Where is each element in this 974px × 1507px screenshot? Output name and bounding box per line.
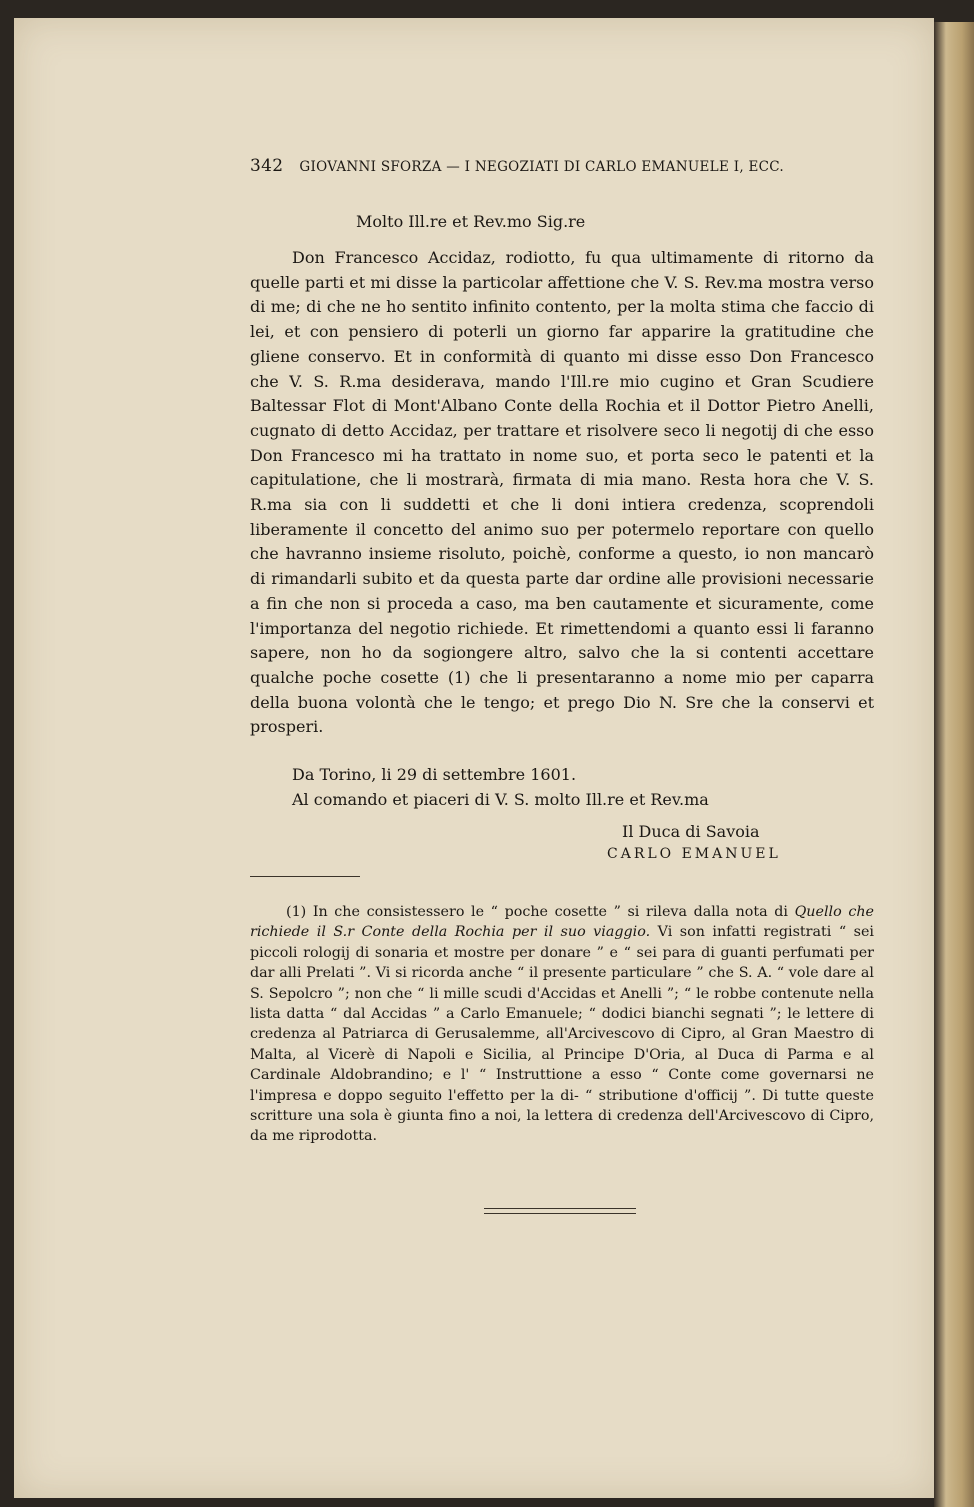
running-header bbox=[250, 156, 870, 176]
footnote-italic-title: Quello che richiede il S.r Conte della Rochia per il suo viaggio. bbox=[250, 904, 874, 941]
footnote-rule bbox=[250, 876, 360, 877]
footnote bbox=[250, 902, 874, 1147]
signature-title: Il Duca di Savoia bbox=[622, 822, 760, 841]
letter-closing: Al comando et piaceri di V. S. molto Ill.re et Rev.ma bbox=[292, 790, 709, 809]
letter-body: Don Francesco Accidaz, rodiotto, fu qua ultimamente di ritorno da quelle parti et mi disse la particolar affettione che V. S. Rev.ma mostra verso di me; di che ne ho sentito infinito contento, per la molta stima che faccio di lei, et con pensiero di poterli un giorno far apparire la gratitudine che gliene conservo. Et in conformità di quanto mi disse esso Don Francesco che V. S. R.ma desiderava, mando l'Ill.re mio cugino et Gran Scudiere Baltessar Flot di Mont'Albano Conte della Rochia et il Dottor Pietro Anelli, cugnato di detto Accidaz, per trattare et risolvere seco li negotij di che esso Don Francesco mi ha trattato in nome suo, et porta seco le patenti et la capitulatione, che li mostrarà, firmata di mia mano. Resta hora che V. S. R.ma sia con li suddetti et che li doni intiera credenza, scoprendoli liberamente il concetto del animo suo per potermelo reportare con quello che havranno insieme risoluto, poichè, conforme a questo, io non mancarò di rimandarli subito et da questa parte dar ordine alle provisioni necessarie a fin che non si proceda a caso, ma ben cautamente et sicuramente, come l'importanza del negotio richiede. Et rimettendomi a quanto essi li faranno sapere, non ho da sogiongere altro, salvo che la si contenti accettare qualche poche cosette (1) che li presentaranno a nome mio per caparra della buona volontà che le tengo; et prego Dio N. Sre che la conservi et prosperi. bbox=[250, 248, 874, 737]
footnote-text-1: (1) In che consistessero le “ poche cosette ” si rileva dalla nota di bbox=[286, 904, 795, 920]
end-rule-top bbox=[484, 1208, 636, 1209]
footnote-text-2: Vi son infatti registrati “ sei piccoli rologij di sonaria et mostre per donare ” e “ sei para di guanti perfumati per dar alli Prelati ”. Vi si ricorda anche “ il presente particulare ” che S. A. “ vole dare al S. Sepolcro ”; non che “ li mille scudi d'Accidas et Anelli ”; “ le robbe contenute nella lista datta “ dal Accidas ” a Carlo Emanuele; “ dodici bianchi segnati ”; le lettere di credenza al Patriarca di Gerusalemme, all'Arcivescovo di Cipro, al Gran Maestro di Malta, al Vicerè di Napoli e Sicilia, al Principe D'Oria, al Duca di Parma e al Cardinale Aldobrandino; e l' “ Instruttione a esso “ Conte come governarsi ne l'impresa e doppo seguito l'effetto per la di- “ stributione d'officij ”. Di tutte queste scritture una sola è giunta fino a noi, la lettera di credenza dell'Arcivescovo di Cipro, da me riprodotta. bbox=[250, 924, 874, 1145]
letter-date: Da Torino, li 29 di settembre 1601. bbox=[292, 765, 577, 784]
end-rule-bottom bbox=[484, 1213, 636, 1214]
page-edge bbox=[934, 22, 974, 1507]
signature-name: CARLO EMANUEL bbox=[607, 846, 781, 862]
book-page bbox=[14, 18, 934, 1498]
running-title: GIOVANNI SFORZA — I NEGOZIATI DI CARLO EMANUELE I, ECC. bbox=[299, 159, 785, 175]
page-number: 342 bbox=[250, 156, 284, 176]
letter-salutation: Molto Ill.re et Rev.mo Sig.re bbox=[356, 212, 586, 231]
